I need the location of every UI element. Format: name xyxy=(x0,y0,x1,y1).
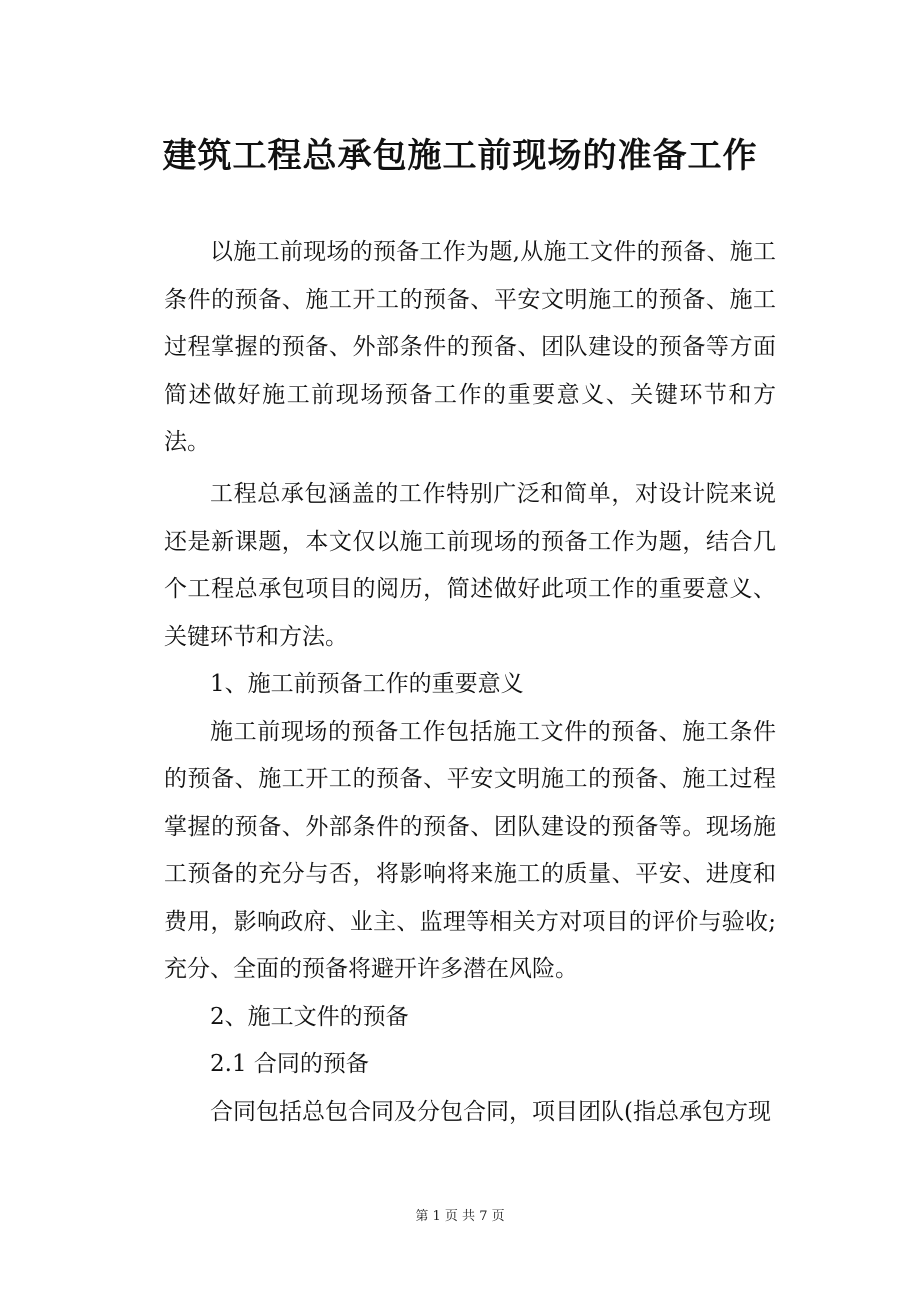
abstract-paragraph: 以施工前现场的预备工作为题,从施工文件的预备、施工条件的预备、施工开工的预备、平安文明施工的预备、施工过程掌握的预备、外部条件的预备、团队建设的预备等方面简述做好施工前现场预备工作的重要意义、关键环节和方法。 xyxy=(164,239,776,455)
section-1-paragraph: 施工前现场的预备工作包括施工文件的预备、施工条件的预备、施工开工的预备、平安文明施工的预备、施工过程掌握的预备、外部条件的预备、团队建设的预备等。现场施工预备的充分与否，将影响将来施工的质量、平安、进度和费用，影响政府、业主、监理等相关方对项目的评价与验收;充分、全面的预备将避开许多潜在风险。 xyxy=(164,718,776,982)
subsection-heading-2-1: 2.1 合同的预备 xyxy=(210,1051,369,1077)
body-text xyxy=(164,471,776,1136)
document-title: 建筑工程总承包施工前现场的准备工作 xyxy=(162,136,758,176)
page-footer: 第 1 页 共 7 页 xyxy=(415,1209,505,1224)
subsection-2-1-paragraph: 合同包括总包合同及分包合同，项目团队(指总承包方现 xyxy=(210,1098,771,1125)
section-heading-1: 1、施工前预备工作的重要意义 xyxy=(210,671,524,697)
intro-paragraph: 工程总承包涵盖的工作特别广泛和简单，对设计院来说还是新课题，本文仅以施工前现场的预备工作为题，结合几个工程总承包项目的阅历，简述做好此项工作的重要意义、关键环节和方法。 xyxy=(164,481,776,650)
abstract-block xyxy=(164,229,776,467)
section-heading-2: 2、施工文件的预备 xyxy=(210,1003,409,1030)
